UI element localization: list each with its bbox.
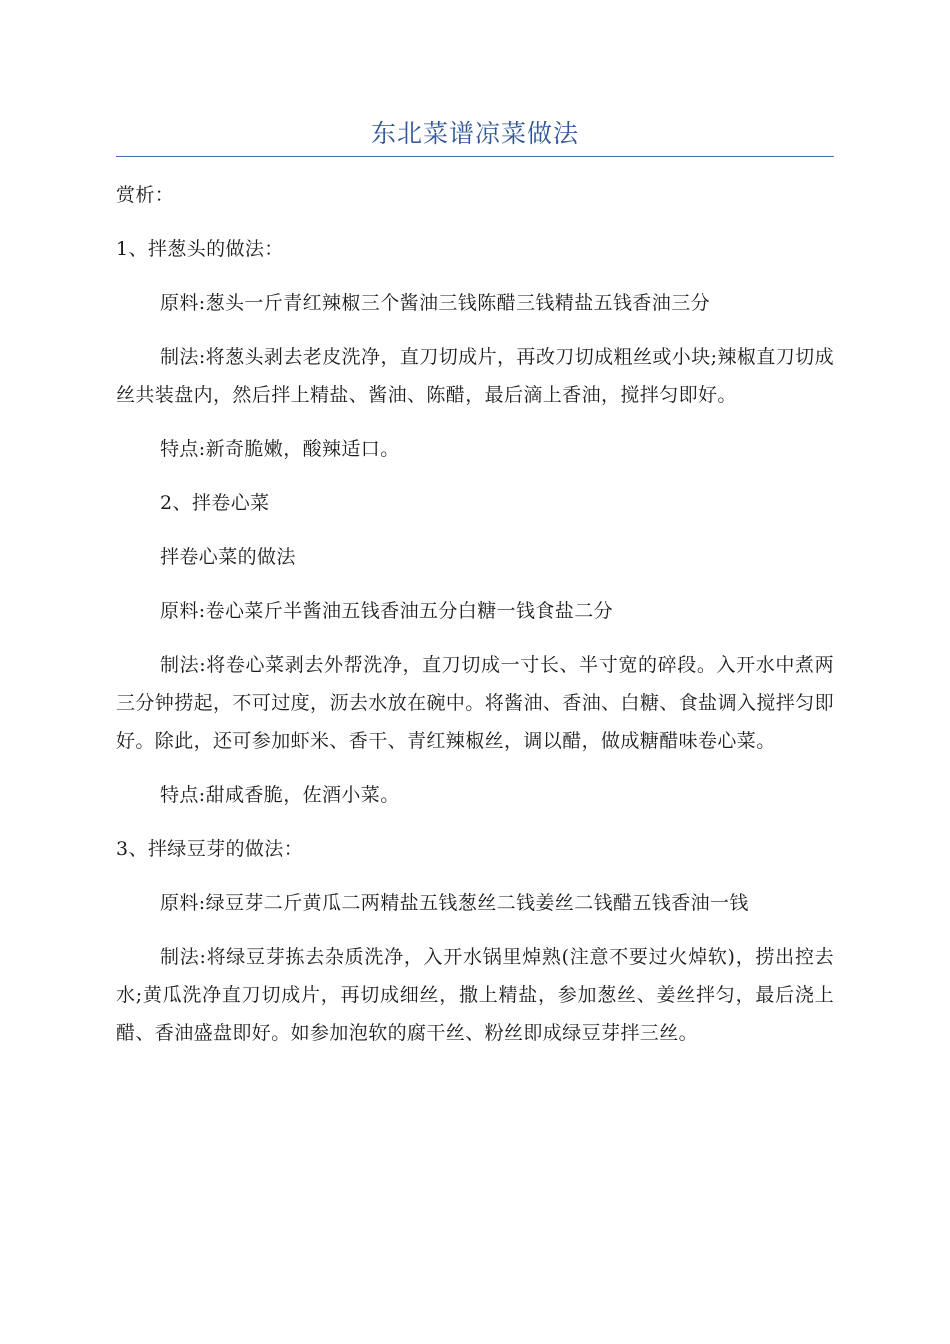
section-2-method: 制法:将卷心菜剥去外帮洗净，直刀切成一寸长、半寸宽的碎段。入开水中煮两三分钟捞起，不可过度，沥去水放在碗中。将酱油、香油、白糖、食盐调入搅拌匀即好。除此，还可参加虾米、香干、青红辣椒丝，调以醋，做成糖醋味卷心菜。 <box>116 654 834 752</box>
section-2-heading: 2、拌卷心菜 <box>160 492 270 514</box>
document-body <box>116 176 834 1068</box>
section-1-feature: 特点:新奇脆嫩，酸辣适口。 <box>160 438 400 460</box>
section-1-materials: 原料:葱头一斤青红辣椒三个酱油三钱陈醋三钱精盐五钱香油三分 <box>160 292 711 314</box>
intro-label: 赏析： <box>116 184 175 206</box>
section-3-method: 制法:将绿豆芽拣去杂质洗净，入开水锅里焯熟(注意不要过火焯软)，捞出控去水;黄瓜洗净直刀切成片，再切成细丝，撒上精盐，参加葱丝、姜丝拌匀，最后浇上醋、香油盛盘即好。如参加泡软的腐干丝、粉丝即成绿豆芽拌三丝。 <box>116 946 834 1044</box>
section-2-materials: 原料:卷心菜斤半酱油五钱香油五分白糖一钱食盐二分 <box>160 600 614 622</box>
section-3-materials: 原料:绿豆芽二斤黄瓜二两精盐五钱葱丝二钱姜丝二钱醋五钱香油一钱 <box>160 892 749 914</box>
title-underline <box>116 112 834 157</box>
section-2-subheading: 拌卷心菜的做法 <box>160 546 296 568</box>
section-3-heading: 3、拌绿豆芽的做法： <box>116 838 304 860</box>
page-title: 东北菜谱凉菜做法 <box>370 119 579 148</box>
section-1-method: 制法:将葱头剥去老皮洗净，直刀切成片，再改刀切成粗丝或小块;辣椒直刀切成丝共装盘内，然后拌上精盐、酱油、陈醋，最后滴上香油，搅拌匀即好。 <box>116 346 834 406</box>
section-1-heading: 1、拌葱头的做法： <box>116 238 284 260</box>
section-2-feature: 特点:甜咸香脆，佐酒小菜。 <box>160 784 400 806</box>
